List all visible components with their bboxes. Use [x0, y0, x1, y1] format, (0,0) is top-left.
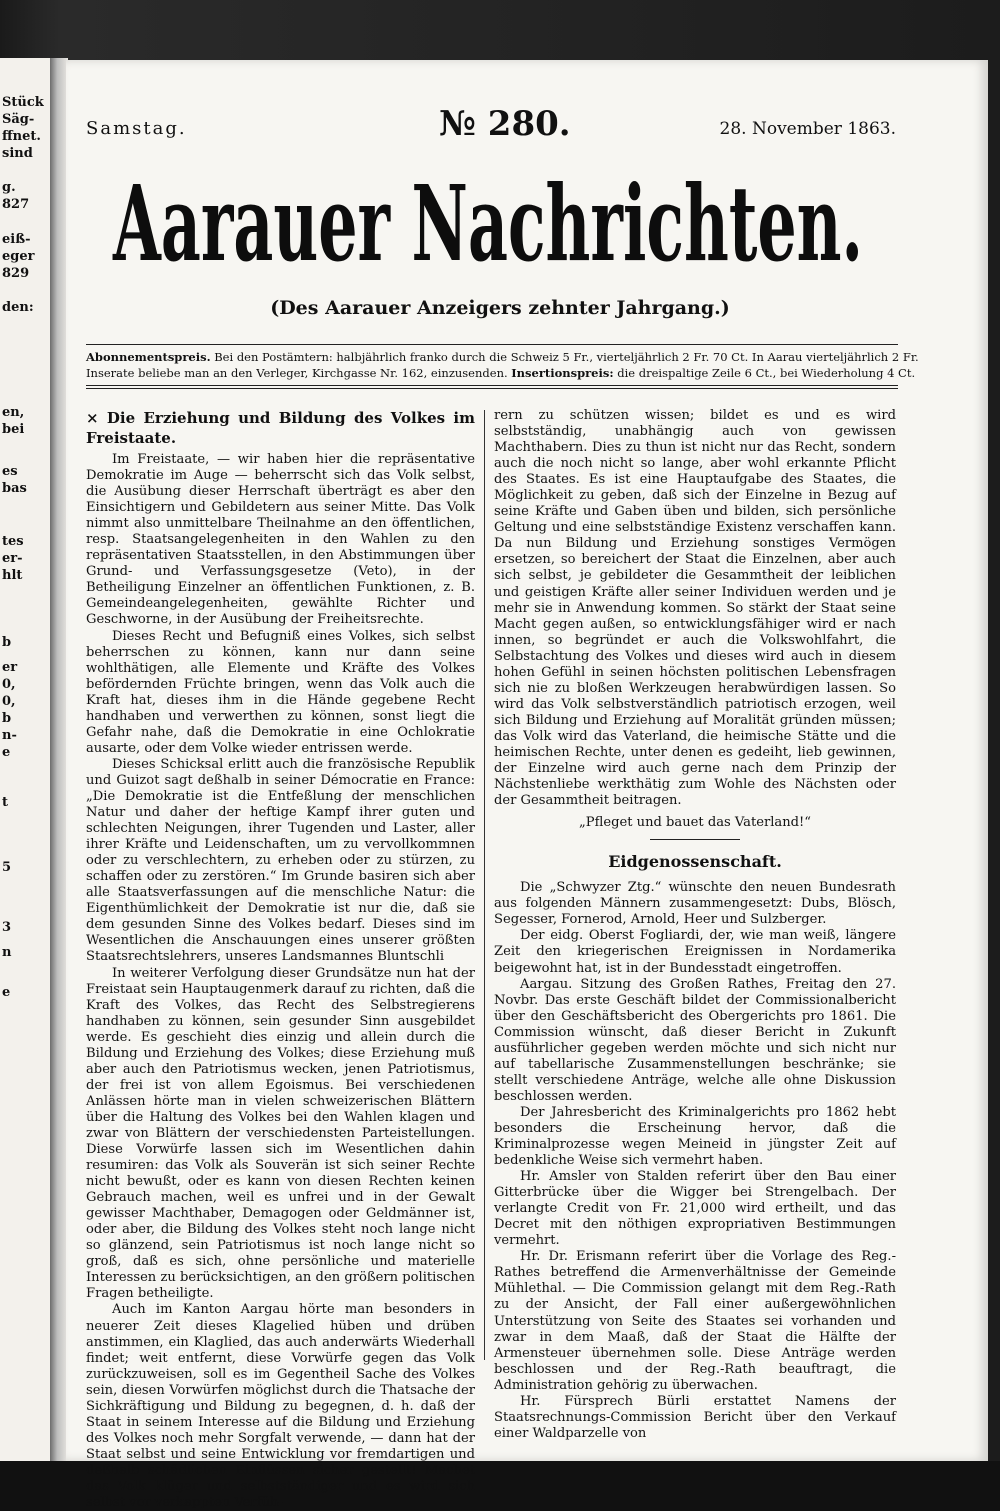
article-continuation: rern zu schützen wissen; bildet es und es wird selbstständig, unabhängig auch von gewissen Machthabern. Dies zu thun ist nicht nur das Recht, sondern auch die noch nicht so lange, aber wohl erkannte Pflicht des Staates. Es ist eine Hauptaufgabe des Staates, die Möglichkeit zu geben, daß sich der Einzelne in Bezug auf seine Kräfte und Gaben üben und bilden, sich persönliche Geltung und eine selbstständige Existenz verschaffen kann. Da nun Bildung und Erziehung sonstiges Vermögen ersetzen, so bereichert der Staat die Einzelnen, aber auch sich selbst, je gebildeter die Gesammtheit der leiblichen und geistigen Kräfte aller seiner Individuen werden und je mehr sie in Anwendung kommen. So stärkt der Staat seine Macht gegen außen, so entwicklungsfähiger wird er nach innen, so begründet er auch die Volkswohlfahrt, die Selbstachtung des Volkes und dieses wird auch in diesem hohen Gefühl in seinen höchsten politischen Lebensfragen sich nie zu bloßen Werkzeugen herabwürdigen lassen. So wird das Volk selbstverständlich patriotisch erzogen, weil sich Bildung und Erziehung auf Moralität gründen müssen; das Volk wird das Vaterland, die heimische Stätte und die heimischen Rechte, unter denen es gedeiht, lieb gewinnen, der Einzelne wird auch gerne nach dem Prinzip der Nächstenliebe werkthätig zum Wohle des Nächsten oder der Gesammtheit beitragen. — [494, 408, 896, 809]
column-left — [86, 408, 475, 1511]
news-paragraph: Hr. Amsler von Stalden referirt über den Bau einer Gitterbrücke über die Wigger bei Strengelbach. Der verlangte Credit von Fr. 21,000 wird ertheilt, und das Decret mit den nöthigen expropriativen Bestimmungen vermehrt. — [494, 1169, 896, 1249]
article-paragraph: In weiterer Verfolgung dieser Grundsätze nun hat der Freistaat sein Hauptaugenmerk darauf zu richten, daß die Kraft des Volkes, das Recht des Selbstregierens handhaben zu können, sein gesunder Sinn ausgebildet werde. Es geschieht dies einzig und allein durch die Bildung und Erziehung des Volkes; diese Erziehung muß aber auch den Patriotismus wecken, jenen Patriotismus, der frei ist von allem Egoismus. Bei verschiedenen Anlässen hörte man in vielen schweizerischen Blättern über die Haltung des Volkes bei den Wahlen klagen und zwar von Blättern der verschiedensten Parteistellungen. Diese Vorwürfe lassen sich im Wesentlichen dahin resumiren: das Volk als Souverän ist sich seiner Rechte nicht bewußt, oder es kann von diesen Rechten keinen Gebrauch machen, weil es unfrei und in der Gewalt gewisser Machthaber, Demagogen oder Geldmänner ist, oder aber, die Bildung des Volkes steht noch lange nicht so glänzend, sein Patriotismus ist noch lange nicht so groß, daß es sich, ohne persönliche und materielle Interessen zu berücksichtigen, an den größern politischen Fragen betheiligte. — [86, 965, 475, 1302]
masthead-title: Aarauer Nachrichten. — [112, 162, 864, 285]
masthead-subtitle: (Des Aarauer Anzeigers zehnter Jahrgang.) — [270, 297, 730, 319]
news-paragraph: Hr. Dr. Erismann referirt über die Vorlage des Reg.-Rathes betreffend die Armenverhältnisse der Gemeinde Mühlethal. — Die Commission gelangt mit dem Reg.-Rath zu der Ansicht, der Fall einer außergewöhnlichen Unterstützung von Seite des Staates sei vorhanden und zwar in dem Maaß, daß der Staat die Hälfte der Armensteuer übernehmen solle. Diese Anträge werden beschlossen und der Reg.-Rath beauftragt, die Administration gehörig zu überwachen. — [494, 1249, 896, 1393]
insertion-label: Insertionspreis: — [511, 366, 614, 380]
header-rule-bottom-double — [86, 388, 898, 389]
section-title: Eidgenossenschaft. — [608, 852, 782, 872]
header-rule-top — [86, 344, 898, 345]
masthead — [108, 160, 868, 290]
left-page-fragment: e — [2, 745, 11, 760]
subscription-line-2 — [86, 366, 916, 381]
issue-number: № 280. — [439, 104, 571, 144]
left-page-fragment: bei — [2, 422, 25, 437]
column-right — [494, 408, 896, 1442]
left-page-fragment: n — [2, 945, 12, 960]
left-page-fragment: sind — [2, 146, 33, 161]
subscription-line-1 — [86, 350, 919, 365]
insertion-address: Inserate beliebe man an den Verleger, Kirchgasse Nr. 162, einzusenden. — [86, 366, 508, 380]
left-page-fragment: hlt — [2, 568, 23, 583]
left-page-fragment: Säg- — [2, 112, 35, 127]
left-page-fragment: er — [2, 660, 18, 675]
news-paragraph: Die „Schwyzer Ztg.“ wünschte den neuen Bundesrath aus folgenden Männern zusammengesetzt: Dubs, Blösch, Segesser, Fornerod, Arnold, Heer und Sulzberger. — [494, 880, 896, 928]
dateline — [86, 104, 896, 144]
subscription-label: Abonnementspreis. — [86, 350, 211, 364]
article-paragraph: Im Freistaate, — wir haben hier die repräsentative Demokratie im Auge — beherrscht sich das Volk selbst, die Ausübung dieser Herrschaft überträgt es aber den Einsichtigern und Gebildetern aus seiner Mitte. Das Volk nimmt also unmittelbare Theilnahme an den öffentlichen, resp. Staatsangelegenheiten in den Wahlen zu den repräsentativen Staatsstellen, in den Abstimmungen über Grund- und Verfassungsgesetze (Veto), in der Betheiligung Einzelner an öffentlichen Funktionen, z. B. Gemeindeangelegenheiten, gewählte Richter und Geschworne, in der Ausübung der Freiheitsrechte. — [86, 452, 475, 628]
left-page-fragment: tes — [2, 534, 24, 549]
left-page-fragment: 0, — [2, 677, 16, 692]
news-paragraph: Der Jahresbericht des Kriminalgerichts pro 1862 hebt besonders die Erscheinung hervor, daß die Kriminalprozesse wegen Meineid in jüngster Zeit auf bedenkliche Weise sich vermehrt haben. — [494, 1104, 896, 1169]
insertion-price: die dreispaltige Zeile 6 Ct., bei Wiederholung 4 Ct. — [617, 366, 916, 380]
left-page-fragment: eiß- — [2, 232, 31, 247]
left-page-edge — [0, 58, 50, 1461]
left-page-fragment: Stück — [2, 95, 44, 110]
news-paragraph: Hr. Fürsprech Bürli erstattet Namens der Staatsrechnungs-Commission Bericht über den Verkauf einer Waldparzelle von — [494, 1393, 896, 1441]
section-divider — [650, 839, 740, 840]
subscription-text: Bei den Postämtern: halbjährlich franko durch die Schweiz 5 Fr., vierteljährlich 2 Fr. 70 Ct. In Aarau vierteljährlich 2 Fr. — [214, 350, 919, 364]
article-paragraph: Dieses Recht und Befugniß eines Volkes, sich selbst beherrschen zu können, kann nur dann seine wohlthätigen, alle Elemente und Kräfte des Volkes befördernden Früchte bringen, wenn das Volk auch die Kraft hat, dieses ihm in die Hände gegebene Recht handhaben und verwerthen zu können, sonst liegt die Gefahr nahe, daß die Demokratie in eine Ochlokratie ausarte, oder dem Volke wieder entrissen werde. — [86, 628, 475, 756]
left-page-fragment: 3 — [2, 920, 12, 935]
left-page-fragment: 0, — [2, 694, 16, 709]
left-page-fragment: g. — [2, 180, 16, 195]
news-paragraph: Der eidg. Oberst Fogliardi, der, wie man weiß, längere Zeit den kriegerischen Ereignissen in Nordamerika beigewohnt hat, ist in der Bundesstadt eingetroffen. — [494, 928, 896, 976]
column-separator — [484, 410, 485, 1360]
header-rule-bottom — [86, 385, 898, 386]
day-name: Samstag. — [86, 118, 187, 139]
article-paragraph: Dieses Schicksal erlitt auch die französische Republik und Guizot sagt deßhalb in seiner Démocratie en France: „Die Demokratie ist die Entfeßlung der menschlichen Natur und daher der heftige Kampf ihrer guten und schlechten Neigungen, ihrer Tugenden und Laster, aller ihrer Kräfte und Leidenschaften, um zu vervollkommnen oder zu verschlechtern, zu erheben oder zu stürzen, zu schaffen oder zu zerstören.“ Im Grunde basiren sich aber alle Staatsverfassungen auf die menschliche Natur: die Eigenthümlichkeit der Demokratie ist nur die, daß sie dem gesunden Sinne des Volkes bedarf. Dieses sind im Wesentlichen die Anschauungen eines unserer größten Staatsrechtslehrers, unseres Landsmannes Bluntschli — [86, 756, 475, 965]
left-page-fragment: eger — [2, 249, 35, 264]
left-page-fragment: 5 — [2, 860, 12, 875]
article-paragraph: Auch im Kanton Aargau hörte man besonders in neuerer Zeit dieses Klagelied hüben und drüben anstimmen, ein Klaglied, das auch anderwärts Wiederhall findet; weit entfernt, diese Vorwürfe gegen das Volk zurückzuweisen, soll es im Gegentheil Sache des Volkes sein, diesen Vorwürfen möglichst durch die Thatsache der Sichkräftigung und Bildung zu begegnen, d. h. daß der Staat in seinem Interesse auf die Bildung und Erziehung des Volkes noch mehr Sorgfalt verwende, — dann hat der Staat selbst und seine Entwicklung vor fremdartigen und deßhalb schädlichen Einflüssen sicher gestellt! Machet das Volk klüger und selbstständiger und es wird sich selbst vor verkappten Verfüh- — [86, 1302, 475, 1511]
left-page-fragment: 827 — [2, 197, 30, 212]
left-page-fragment: bas — [2, 481, 27, 496]
left-page-fragment: b — [2, 711, 12, 726]
news-paragraph: Aargau. Sitzung des Großen Rathes, Freitag den 27. Novbr. Das erste Geschäft bildet der Commissionalbericht über den Geschäftsbericht des Obergerichts pro 1861. Die Commission wünscht, daß dieser Bericht in Zukunft ausführlicher gegeben werden möchte und sich nicht nur auf tabellarische Zusammenstellungen beschränke; sie stellt verschiedene Anträge, welche alle ohne Diskussion beschlossen werden. — [494, 976, 896, 1104]
left-page-fragment: 829 — [2, 266, 30, 281]
left-page-fragment: en, — [2, 405, 25, 420]
left-page-fragment: ffnet. — [2, 129, 41, 144]
left-page-fragment: er- — [2, 551, 23, 566]
left-page-fragment: e — [2, 985, 11, 1000]
article-quote: „Pfleget und bauet das Vaterland!“ — [579, 815, 811, 831]
left-page-fragment: n- — [2, 728, 17, 743]
left-page-fragment: t — [2, 795, 9, 810]
article-headline: × Die Erziehung und Bildung des Volkes im Freistaate. — [86, 409, 475, 447]
left-page-fragment: b — [2, 635, 12, 650]
left-page-fragment: es — [2, 464, 18, 479]
issue-date: 28. November 1863. — [719, 119, 896, 139]
left-page-fragment: den: — [2, 300, 34, 315]
